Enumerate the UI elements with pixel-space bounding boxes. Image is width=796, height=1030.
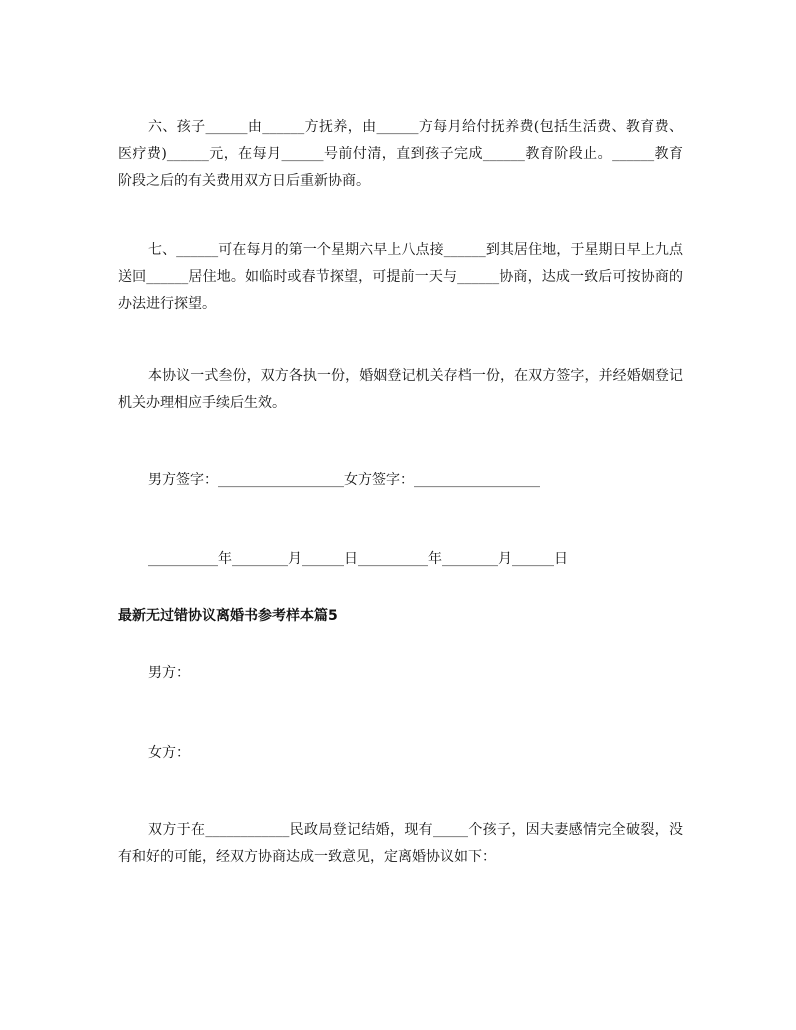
clause-seven-paragraph: 七、______可在每月的第一个星期六早上八点接______到其居住地，于星期日早上九点送回______居住地。如临时或春节探望，可提前一天与______协商，达成一致后可按协商的办法进行探望。 [118,242,683,312]
agreement-effect-paragraph: 本协议一式叁份，双方各执一份，婚姻登记机关存档一份，在双方签字，并经婚姻登记机关办理相应手续后生效。 [118,368,683,411]
male-party-label: 男方： [148,665,190,681]
female-party-label: 女方： [148,745,190,761]
clause-six-paragraph: 六、孩子______由______方抚养，由______方每月给付抚养费(包括生活费、教育费、医疗费)______元，在每月______号前付清，直到孩子完成______教育阶段止。______教育阶段之后的有关费用双方日后重新协商。 [118,119,683,189]
marriage-registration-paragraph: 双方于在____________民政局登记结婚，现有_____个孩子，因夫妻感情完全破裂，没有和好的可能，经双方协商达成一致意见，定离婚协议如下： [118,822,683,865]
date-line: __________年________月______日__________年________月______日 [148,551,568,567]
section-heading: 最新无过错协议离婚书参考样本篇5 [118,608,338,624]
signature-line: 男方签字：__________________女方签字：__________________ [148,472,540,488]
